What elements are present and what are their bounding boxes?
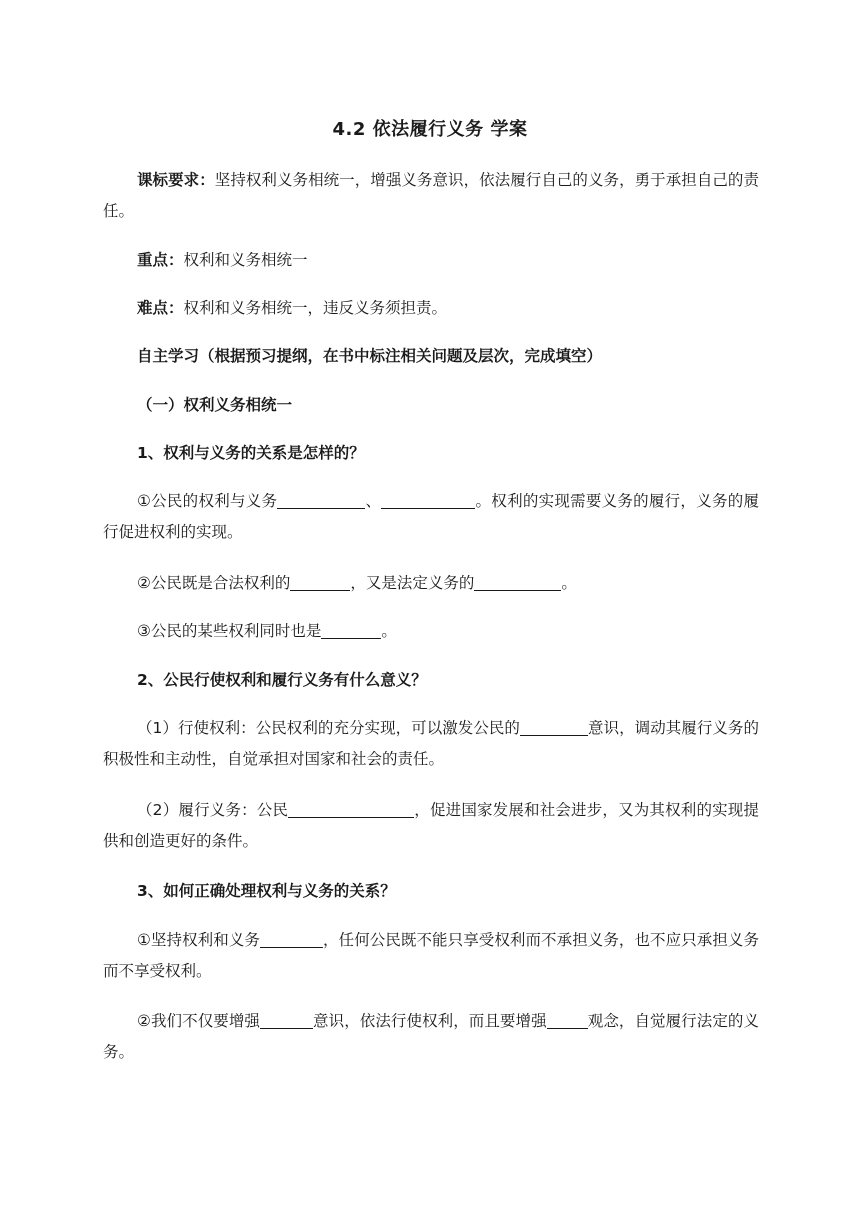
q2-item2-text-b: ，促进国家发展和社会进步，又为其权利的实现提供和创造更好的条件。 [103, 801, 759, 850]
q2-item2-text-a: （2）履行义务：公民 [137, 801, 289, 819]
q3-item2-text-b: 意识，依法行使权利，而且要增强 [312, 1012, 547, 1030]
q1-item2-text-a: ②公民既是合法权利的 [137, 574, 291, 592]
fill-blank[interactable] [520, 717, 588, 736]
question-1-title: 1、权利与义务的关系是怎样的？ [137, 444, 365, 462]
q2-item1-text-a: （1）行使权利：公民权利的充分实现，可以激发公民的 [137, 719, 520, 737]
key-point-label: 重点： [137, 251, 184, 269]
q2-item1-text-b: 意识，调动其履行义务的积极性和主动性，自觉承担对国家和社会的责任。 [103, 719, 759, 768]
q1-item3-text-a: ③公民的某些权利同时也是 [137, 622, 322, 640]
question-1-item-2 [103, 568, 759, 599]
question-2-title: 2、公民行使权利和履行义务有什么意义？ [137, 671, 427, 689]
question-1-item-1 [103, 486, 759, 548]
question-3-item-2 [103, 1006, 759, 1068]
difficulty-text: 权利和义务相统一，违反义务须担责。 [183, 299, 448, 317]
fill-blank[interactable] [277, 490, 365, 509]
question-3-title: 3、如何正确处理权利与义务的关系？ [137, 882, 396, 900]
fill-blank[interactable] [474, 572, 561, 591]
key-point-text: 权利和义务相统一 [183, 251, 308, 269]
question-2-item-1 [103, 713, 759, 775]
requirement-paragraph [103, 165, 759, 227]
q3-item1-text-b: ，任何公民既不能只享受权利而不承担义务，也不应只承担义务而不享受权利。 [103, 931, 759, 980]
key-point-paragraph [103, 245, 759, 276]
fill-blank[interactable] [290, 572, 350, 591]
q3-item1-text-a: ①坚持权利和义务 [137, 931, 260, 949]
question-3-item-1 [103, 925, 759, 987]
q1-item3-text-b: 。 [381, 622, 397, 640]
question-2-item-2 [103, 795, 759, 857]
fill-blank[interactable] [321, 620, 381, 639]
fill-blank[interactable] [260, 929, 323, 948]
document-title: 4.2 依法履行义务 学案 [332, 119, 528, 140]
q1-item1-text-a: ①公民的权利与义务 [137, 492, 278, 510]
difficulty-paragraph [103, 293, 759, 324]
fill-blank[interactable] [381, 490, 475, 509]
requirement-text: 坚持权利义务相统一，增强义务意识，依法履行自己的义务，勇于承担自己的责任。 [103, 171, 759, 220]
section-1-heading: （一）权利义务相统一 [137, 396, 293, 414]
q1-item1-separator: 、 [365, 492, 382, 510]
difficulty-label: 难点： [137, 299, 184, 317]
question-1-item-3 [103, 616, 759, 647]
fill-blank[interactable] [288, 799, 414, 818]
fill-blank[interactable] [547, 1010, 588, 1029]
requirement-label: 课标要求： [137, 171, 215, 189]
q1-item1-text-b: 。权利的实现需要义务的履行，义务的履行促进权利的实现。 [103, 492, 759, 541]
q3-item2-text-c: 观念，自觉履行法定的义务。 [103, 1012, 759, 1061]
self-study-heading: 自主学习（根据预习提纲，在书中标注相关问题及层次，完成填空） [137, 347, 603, 365]
q1-item2-text-b: ，又是法定义务的 [350, 574, 475, 592]
q1-item2-text-c: 。 [561, 574, 577, 592]
q3-item2-text-a: ②我们不仅要增强 [137, 1012, 260, 1030]
fill-blank[interactable] [260, 1010, 313, 1029]
